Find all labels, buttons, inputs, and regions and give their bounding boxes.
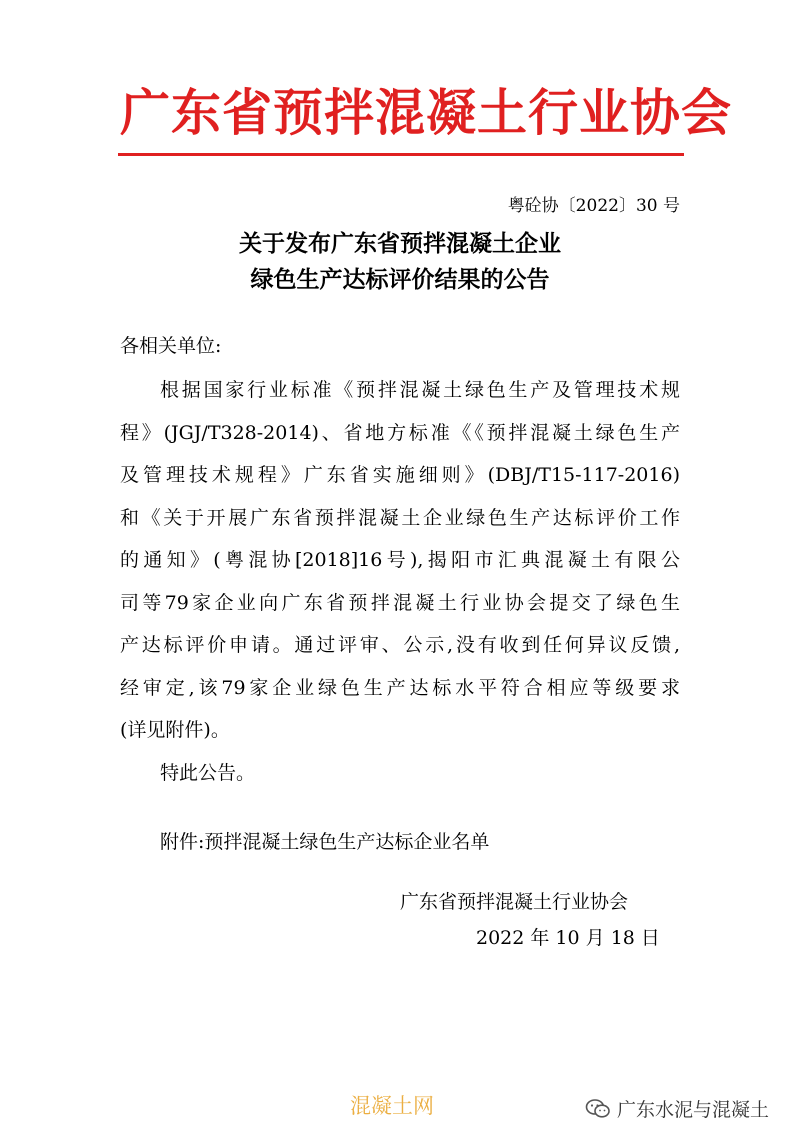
body-line: (详见附件)。 [120, 719, 230, 741]
body-line: 和《关于开展广东省预拌混凝土企业绿色生产达标评价工作 [120, 507, 680, 529]
body-line: 司等79家企业向广东省预拌混凝土行业协会提交了绿色生 [120, 592, 680, 614]
salutation: 各相关单位: [120, 335, 222, 357]
organization-header: 广东省预拌混凝土行业协会 [120, 84, 732, 142]
title-line-2: 绿色生产达标评价结果的公告 [250, 266, 550, 293]
body-line: 程》(JGJ/T328-2014)、省地方标准《《预拌混凝土绿色生产 [120, 422, 680, 444]
closing-line: 特此公告。 [160, 762, 256, 784]
watermark-account-name: 广东水泥与混凝土 [617, 1099, 770, 1121]
signature-organization: 广东省预拌混凝土行业协会 [400, 891, 629, 913]
wechat-icon [585, 1098, 611, 1120]
signature-date: 2022 年 10 月 18 日 [476, 927, 660, 949]
attachment-line: 附件:预拌混凝土绿色生产达标企业名单 [160, 831, 490, 853]
watermark-account [585, 1095, 769, 1122]
body-line: 根据国家行业标准《预拌混凝土绿色生产及管理技术规 [160, 379, 680, 401]
body-line: 产达标评价申请。通过评审、公示,没有收到任何异议反馈, [120, 634, 680, 656]
document-number: 粤砼协〔2022〕30 号 [507, 196, 680, 216]
watermark-site-name: 混凝土网 [350, 1094, 434, 1118]
body-line: 经审定,该79家企业绿色生产达标水平符合相应等级要求 [120, 677, 680, 699]
body-line: 及管理技术规程》广东省实施细则》(DBJ/T15-117-2016) [120, 464, 680, 486]
header-red-rule [118, 153, 684, 156]
title-line-1: 关于发布广东省预拌混凝土企业 [239, 230, 561, 257]
body-line: 的通知》(粤混协[2018]16号),揭阳市汇典混凝土有限公 [120, 549, 680, 571]
